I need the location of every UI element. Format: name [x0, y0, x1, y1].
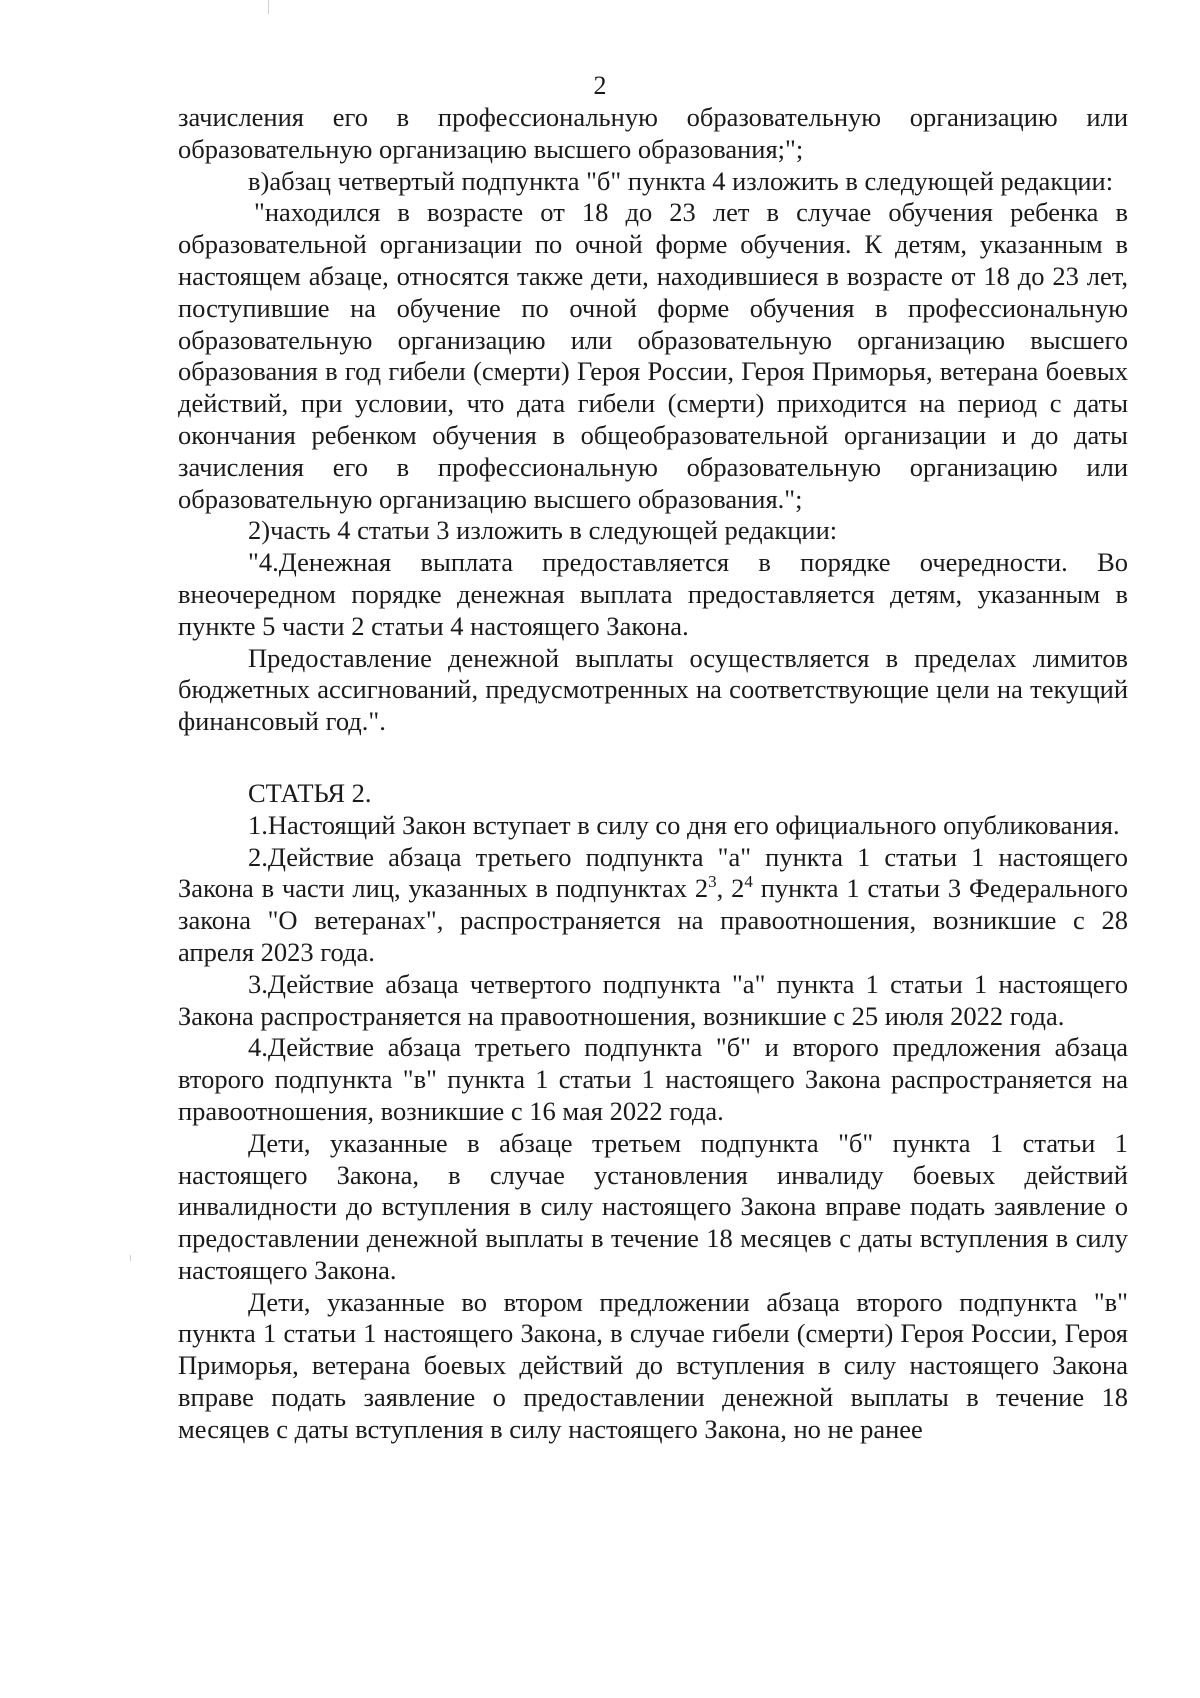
paragraph-budget-limits: Предоставление денежной выплаты осуществляется в пределах лимитов бюджетных ассигнований, предусмотренных на соответствующие цели на текущий финансовый год.".	[178, 642, 1128, 737]
article2-item2-mid: , 2	[716, 873, 745, 904]
paragraph-quoted-part-4: "4.Денежная выплата предоставляется в порядке очередности. Во внеочередном порядке денежная выплата предоставляется детям, указанным в пункте 5 части 2 статьи 4 настоящего Закона.	[178, 547, 1128, 641]
paragraph-article2-item3: 3.Действие абзаца четвертого подпункта "а" пункта 1 статьи 1 настоящего Закона распространяется на правоотношения, возникшие с 25 июля 2022 года.	[178, 968, 1128, 1031]
page-number: 2	[593, 71, 607, 100]
article-heading: СТАТЬЯ 2.	[248, 777, 372, 808]
paragraph-children-death: Дети, указанные во втором предложении абзаца второго подпункта "в" пункта 1 статьи 1 настоящего Закона, в случае гибели (смерти) Героя России, Героя Приморья, ветерана боевых действий до вступления в силу настоящего Закона вправе подать заявление о предоставлении денежной выплаты в течение 18 месяцев с даты вступления в силу настоящего Закона, но не ранее	[178, 1286, 1128, 1444]
paragraph-quoted-text: "находился в возрасте от 18 до 23 лет в случае обучения ребенка в образовательной организации по очной форме обучения. К детям, указанным в настоящем абзаце, относятся также дети, находившиеся в возрасте от 18 до 23 лет, поступившие на обучение по очной форме обучения в профессиональную образовательную организацию или образовательную организацию высшего образования в год гибели (смерти) Героя России, Героя Приморья, ветерана боевых действий, при условии, что дата гибели (смерти) приходится на период с даты окончания ребенком обучения в общеобразовательной организации и до даты зачисления его в профессиональную образовательную организацию или образовательную организацию высшего образования.";	[178, 197, 1128, 514]
paragraph-article2-item2	[178, 842, 1128, 969]
paragraph-article2-item4: 4.Действие абзаца третьего подпункта "б" и второго предложения абзаца второго подпункта "в" пункта 1 статьи 1 настоящего Закона распространяется на правоотношения, возникшие с 16 мая 2022 года.	[178, 1032, 1128, 1126]
paragraph-continuation: зачисления его в профессиональную образовательную организацию или образовательную организацию высшего образования;";	[178, 102, 1128, 164]
document-body	[178, 102, 1128, 1446]
superscript-4: 4	[744, 872, 753, 892]
superscript-3: 3	[708, 872, 717, 892]
article2-item2-head: 2.Действие абзаца третьего подпункта "а" пункта 1 статьи 1 настоящего Закона в части лиц, указанных в подпунктах 2	[178, 841, 1128, 904]
paragraph-children-disability: Дети, указанные в абзаце третьем подпункта "б" пункта 1 статьи 1 настоящего Закона, в случае установления инвалиду боевых действий инвалидности до вступления в силу настоящего Закона вправе подать заявление о предоставлении денежной выплаты в течение 18 месяцев с даты вступления в силу настоящего Закона.	[178, 1127, 1128, 1285]
paragraph-item-2: 2)часть 4 статьи 3 изложить в следующей редакции:	[248, 515, 838, 546]
paragraph-article2-item1: 1.Настоящий Закон вступает в силу со дня его официального опубликования.	[248, 809, 1120, 840]
scan-margin-mark-left	[130, 1255, 131, 1261]
article2-item2-tail: пункта 1 статьи 3 Федерального закона "О ветеранах", распространяется на правоотношения, возникшие с 28 апреля 2023 года.	[178, 873, 1129, 967]
scan-margin-mark-top	[268, 0, 269, 14]
paragraph-subitem-v: в)абзац четвертый подпункта "б" пункта 4 изложить в следующей редакции:	[248, 165, 1114, 196]
